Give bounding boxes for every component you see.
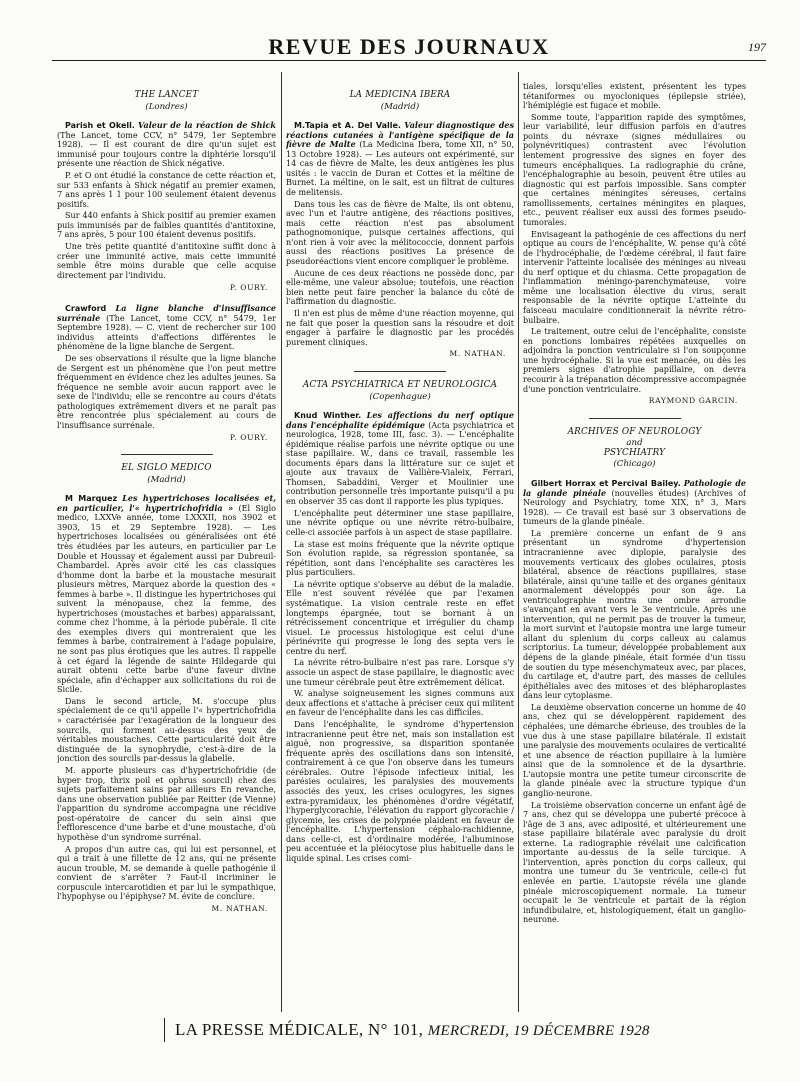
article-paragraph: La névrite optique s'observe au début de la maladie. Elle n'est souvent révélée que par l'examen systématique. La vision centrale reste en effet longtemps épargnée, tout se bornant à un rétrécissement concentrique et irrégulier du champ visuel. Le processus histologique est celui d'une périnévrite qui progresse le long des septa vers le centre du nerf. xyxy=(286,579,514,656)
article-title: Valeur diagnostique des réactions cutanées à l'antigène spécifique de la fièvre de Malte xyxy=(286,120,514,150)
article-text: (The Lancet, tome CCV, n° 5479, 1er Septembre 1928). — C. vient de rechercher sur 100 individus atteints d'affections différentes le phénomène de la ligne blanche de Sergent. xyxy=(57,313,276,352)
section-divider xyxy=(121,454,213,455)
author-signature: M. NATHAN. xyxy=(449,349,506,359)
article-paragraph: W. analyse soigneusement les signes communs aux deux affections et s'attache à préciser ceux qui militent en faveur de l'encéphalite dans les cas difficiles. xyxy=(286,689,514,718)
article-paragraph: tiales, lorsqu'elles existent, présentent les types tétaniformes ou myocloniques (épilepsie striée), l'hémiplégie est fugace et mobile. xyxy=(523,82,746,111)
right-column xyxy=(523,82,746,1017)
section-heading: THE LANCET xyxy=(134,90,199,100)
page-header xyxy=(52,34,766,61)
article-paragraph: A propos d'un autre cas, qui lui est personnel, et qui a trait à une fillette de 12 ans, qui ne présente aucun trouble, M. se demande à quelle pathogénie il convient de s'arrêter ? Faut-il incriminer le corpuscule intercarotidien et par lui le sympathique, l'hypophyse ou l'épiphyse? M. évite de conclure. xyxy=(57,844,276,902)
article-author: M.Tapia et A. Del Valle. xyxy=(294,121,401,131)
section-city: (Copenhague) xyxy=(369,391,431,402)
author-signature: RAYMOND GARCIN. xyxy=(648,396,738,406)
section-heading: PSYCHIATRY xyxy=(603,447,666,458)
section-city: (Chicago) xyxy=(613,459,656,470)
article-paragraph: Envisageant la pathogénie de ces affections du nerf optique au cours de l'encéphalite, W. pense qu'à côté de l'hydrocéphalie, de l'œdème cérébral, il faut faire intervenir l'atteinte localisée des méninges au niveau du nerf optique et du chiasma. Cette propagation de l'inflammation méningo-parenchymateuse, voire même une localisation élective du virus, serait responsable de la névrite optique L'atteinte du faisceau maculaire conditionnerait la névrite rétro-bulbaire. xyxy=(523,229,746,325)
issue-date: MERCREDI, 19 DÉCEMBRE 1928 xyxy=(427,1023,650,1039)
section-heading: EL SIGLO MEDICO xyxy=(121,463,212,474)
article-title: Valeur de la réaction de Shick xyxy=(137,120,276,131)
article-author: Knud Winther. xyxy=(294,411,362,421)
article-paragraph: Somme toute, l'apparition rapide des symptômes, leur variabilité, leur diffusion parfois en d'autres points du névraxe (signes médullaires ou polynévritiques) contrastent avec l'évolution lentement progressive des signes en foyer des tumeurs encéphaliques. La radiographie du crâne, l'encéphalographie au besoin, peuvent être utiles au diagnostic qui est parfois impossible. Sans compter que certaines méningites séreuses, certains ramollissements, certaines méningites en plaques, etc., peuvent réaliser eux aussi des formes pseudo-tumorales. xyxy=(523,112,746,227)
article-paragraph: Dans l'encéphalite, le syndrome d'hypertension intracranienne peut être net, mais son installation est aiguë, non progressive, sa disparition spontanée fréquente après des oscillations dans son intensité, contrairement à ce que l'on observe dans les tumeurs cérébrales. Outre l'épisode infectieux initial, les parésies oculaires, les paralysies des mouvements associés des yeux, les crises oculogyres, les signes extra-pyramidaux, les phénomènes d'ordre végétatif, l'hyperglycorachie, l'élévation du rapport glycorachie / glycemie, les crises de polypnée plaident en faveur de l'encéphalite. L'hypertension céphalo-rachidienne, dans celle-ci, est d'ordinaire modérée, l'albuminose peu accentuée et la pléiocytose plus habituelle dans le liquide spinal. Les crises comi- xyxy=(286,720,514,863)
article xyxy=(286,411,514,506)
article-title: Pathologie de la glande pinéale xyxy=(523,477,746,498)
article xyxy=(57,121,276,169)
middle-column xyxy=(286,82,514,1017)
section-divider xyxy=(589,418,681,419)
article-paragraph: De ses observations il résulte que la ligne blanche de Sergent est un phénomène que l'on peut mettre fréquemment en évidence chez les adultes jeunes. Sa fréquence ne semble avoir aucun rapport avec le sexe de l'individu; elle se rencontre au cours d'états pathologiques extrêmement divers et ne paraît pas être rencontrée plus spécialement au cours de l'insuffisance surrénale. xyxy=(57,354,276,430)
article-paragraph: La stase est moins fréquente que la névrite optique Son évolution rapide, sa régression spontanée, sa répétition, sont dans l'encéphalite ses caractères les plus particuliers. xyxy=(286,539,514,578)
article-paragraph: Une très petite quantité d'antitoxine suffit donc à créer une immunité active, mais cette immunité semble être moins durable que celle acquise directement par l'individu. xyxy=(57,242,276,280)
article-author: Crawford xyxy=(65,304,107,314)
article-paragraph: La première concerne un enfant de 9 ans présentant un syndrome d'hypertension intracranienne avec diplopie, paralysie des mouvements verticaux des globes oculaires, ptosis bilatéral, absence de réactions pupillaires, stase bilatérale, ainsi qu'une taille et des organes génitaux anormalement développés pour son âge. La ventriculographie montra une ombre arrondie s'avançant en avant vers le 3e ventricule. Après une intervention, qui ne permit pas de trouver la tumeur, la mort survint et l'autopsie montra une large tumeur allant du splenium du corps calleux au calamus scriptorius. La tumeur, développée probablement aux dépens de la glande pinéale, était formée d'un tissu de soutien du type mésenchymateux avec, par places, du cartilage et, d'autre part, des masses de cellules épithéliales avec des mitoses et des blépharoplastes dans leur cytoplasme. xyxy=(523,528,746,701)
footer-line xyxy=(175,1020,650,1040)
article-author: Gilbert Horrax et Percival Bailey. xyxy=(531,478,681,488)
article-paragraph: Dans le second article, M. s'occupe plus spécialement de ce qu'il appelle l'« hypertrichofridia » caractérisée par l'exagération de la longueur des sourcils, qui forment au-dessus des yeux de véritables moustaches. Cette particularité doit être distinguée de la synophrydie, c'est-à-dire de la jonction des sourcils par-dessus la glabelle. xyxy=(57,696,276,764)
section-heading: ACTA PSYCHIATRICA ET NEUROLOGICA xyxy=(302,379,498,390)
article-text: (El Siglo medico, LXXVe année, tome LXXXII, nos 3902 et 3903, 15 et 29 Septembre 1928). — Les hypertrichoses localisées ou généralisées ont été très étudiées par les auteurs, en particulier par Le Double et Houssay et également aussi par Dubreuil-Chambardel. Après avoir cité les cas classiques d'homme dont la barbe et la moustache mesurait plusieurs mètres, Marquez aborde la question des « femmes à barbe ». Il distingue les hypertrichoses qui suivent la ménopause, chez la femme, des hypertrichoses (moustaches et barbes) apparaissant, comme chez l'homme, à la période pubérale. Il cite des exemples divers qui montreraient que les femmes à barbe, contrairement à l'adage populaire, ne sont pas plus érotiques que les autres. Il rappelle à cet égard la légende de sainte Hildegarde qui aurait obtenu cette barbe d'une faveur divine spéciale, afin d'échapper aux sollicitations du roi de Sicile. xyxy=(57,503,276,695)
page-number: 197 xyxy=(748,40,766,54)
author-signature: P. OURY. xyxy=(229,432,268,442)
article-paragraph: Sur 440 enfants à Shick positif au premier examen puis immunisés par de faibles quantités d'antitoxine, 7 ans après, 5 pour 100 étaient devenus positifs. xyxy=(57,211,276,240)
section-conjunction: and xyxy=(626,438,643,449)
left-column xyxy=(57,82,276,1017)
article-paragraph: Il n'en est plus de même d'une réaction moyenne, qui ne fait que poser la question sans la résoudre et doit engager à parfaire le diagnostic par les procédés purement cliniques. xyxy=(286,309,514,347)
section-city: (Madrid) xyxy=(380,101,420,112)
journal-name: LA PRESSE MÉDICALE, N° 101, xyxy=(175,1020,424,1039)
article xyxy=(57,304,276,352)
article xyxy=(286,121,514,197)
article-paragraph: P. et O ont étudié la constance de cette réaction et, sur 533 enfants à Shick négatif au premier examen, 7 ans après 1 1 pour 100 seulement étaient devenus positifs. xyxy=(57,171,276,209)
article-paragraph: La troisième observation concerne un enfant âgé de 7 ans, chez qui se développa une puberté précoce à l'âge de 3 ans, avec adiposité, et ultérieurement une stase papillaire bilatérale avec paralysie du droit externe. La radiographie révélait une calcification importante au-dessus de la selle turcique. A l'intervention, après ponction du corps calleux, qui montra une tumeur du 3e ventricule, celle-ci fut enlevée en partie. L'autopsie révéla une glande pinéale microscopiquement normale. La tumeur occupait le 3e ventricule et partait de la région infundibulaire, et, histologiquement, était un ganglio-neurone. xyxy=(523,800,746,925)
running-title: REVUE DES JOURNAUX xyxy=(268,34,550,59)
column-divider xyxy=(281,72,282,1012)
page-footer xyxy=(164,1018,765,1042)
article-title: Les hypertrichoses localisées et, en particulier, l'« hypertrichofridia » xyxy=(57,493,276,513)
article-text: (The Lancet, tome CCV, n° 5479, 1er Septembre 1928). — Il est courant de dire qu'un sujet est immunisé pour toujours contre la diphtérie lorsqu'il présente une réaction de Shick négative. xyxy=(57,130,276,169)
article-text: (Acta psychiatrica et neurologica, 1928, tome III, fasc. 3). — L'encéphalite épidémique réalise parfois une névrite optique ou une stase papillaire. W., dans ce travail, rassemble les documents épars dans la littérature sur ce sujet et ajoute aux travaux de Vallière-Vialeix, Ferrari, Thomsen, Sabaddini, Verger et Moulinier une contribution personnelle très importante puisqu'il a pu en observer 35 cas dont il rapporte les plus typiques. xyxy=(286,420,514,506)
article-paragraph: Aucune de ces deux réactions ne possède donc, par elle-même, une valeur absolue; toutefois, une réaction bien nette peut faire pencher la balance du côté de l'affirmation du diagnostic. xyxy=(286,268,514,307)
section-heading: ARCHIVES OF NEUROLOGY xyxy=(567,426,702,437)
article-paragraph: Le traitement, outre celui de l'encéphalite, consiste en ponctions lombaires répétées auxquelles on adjoindra la ponction ventriculaire si l'on soupçonne une hydrocéphalie. Si la vue est menacée, ou dès les premiers signes d'atrophie papillaire, on devra recourir à la trépanation décompressive accompagnée d'une ponction ventriculaire. xyxy=(523,327,746,394)
section-city: (Madrid) xyxy=(147,474,186,485)
section-divider xyxy=(354,371,446,372)
article xyxy=(57,494,276,694)
article-paragraph: Dans tous les cas de fièvre de Malte, ils ont obtenu, avec l'un et l'autre antigène, des réactions positives, mais cette réaction n'est pas absolument pathognomonique, puisque certaines affections, qui n'ont rien à voir avec la mélitococcie, donnent parfois aussi des réactions positives La présence de pseudoréactions vient encore compliquer le problème. xyxy=(286,199,514,266)
article-paragraph: La névrite rétro-bulbaire n'est pas rare. Lorsque s'y associe un aspect de stase papillaire, le diagnostic avec une tumeur cérébrale peut être extrêmement délicat. xyxy=(286,658,514,687)
article-text: (La Medicina Ibera, tome XII, n° 50, 13 Octobre 1928). — Les auteurs ont expérimenté, sur 14 cas de fièvre de Malte, les deux antigènes les plus usités : le vaccin de Duran et Cottes et la méltine de Burnet. La méltine, on le sait, est un filtrat de cultures de melitensis. xyxy=(286,140,514,197)
section-heading: LA MEDICINA IBERA xyxy=(349,90,451,100)
article-author: Parish et Okell. xyxy=(65,121,135,131)
article-text: (nouvelles études) (Archives of Neurology and Psychiatry, tome XIX, n° 3, Mars 1928). — Ce travail est basé sur 3 observations de tumeurs de la glande pinéale. xyxy=(523,488,746,527)
article-paragraph: La deuxième observation concerne un homme de 40 ans, chez qui se développèrent rapidement des céphalées, une démarche ébrieuse, des troubles de la vue dus à une stase papillaire bilatérale. Il existait une paralysie des mouvements oculaires de verticalité et une absence de réaction pupillaire à la lumière ainsi que de la somnolence et de la dysarthrie. L'autopsie montra une petite tumeur circonscrite de la glande pinéale avec la structure typique d'un ganglio-neurone. xyxy=(523,702,746,798)
article-title: Les affections du nerf optique dans l'encéphalite épidémique xyxy=(286,410,514,430)
author-signature: M. NATHAN. xyxy=(211,903,268,913)
column-divider xyxy=(518,72,519,1012)
section-city: (Londres) xyxy=(145,101,188,112)
article-author: M Marquez xyxy=(65,494,118,504)
article-paragraph: M. apporte plusieurs cas d'hypertrichofridie (de hyper trop, thrix poil et ophrus sourcil) chez des sujets parfaitement sains par ailleurs En revanche, dans une observation publiée par Reitter (de Vienne) l'apparition du syndrome accompagna une récidive post-opératoire de cancer du sein ainsi que l'efflorescence d'une barbe et d'une moustache, d'où hypothèse d'un syndrome surrénal. xyxy=(57,765,276,842)
author-signature: P. OURY. xyxy=(229,282,268,292)
article-paragraph: L'encéphalite peut déterminer une stase papillaire, une névrite optique ou une névrite rétro-bulbaire, celle-ci associée parfois à un aspect de stase papillaire. xyxy=(286,508,514,537)
article-title: La ligne blanche d'insuffisance surrénale xyxy=(57,303,276,323)
article xyxy=(523,479,746,527)
